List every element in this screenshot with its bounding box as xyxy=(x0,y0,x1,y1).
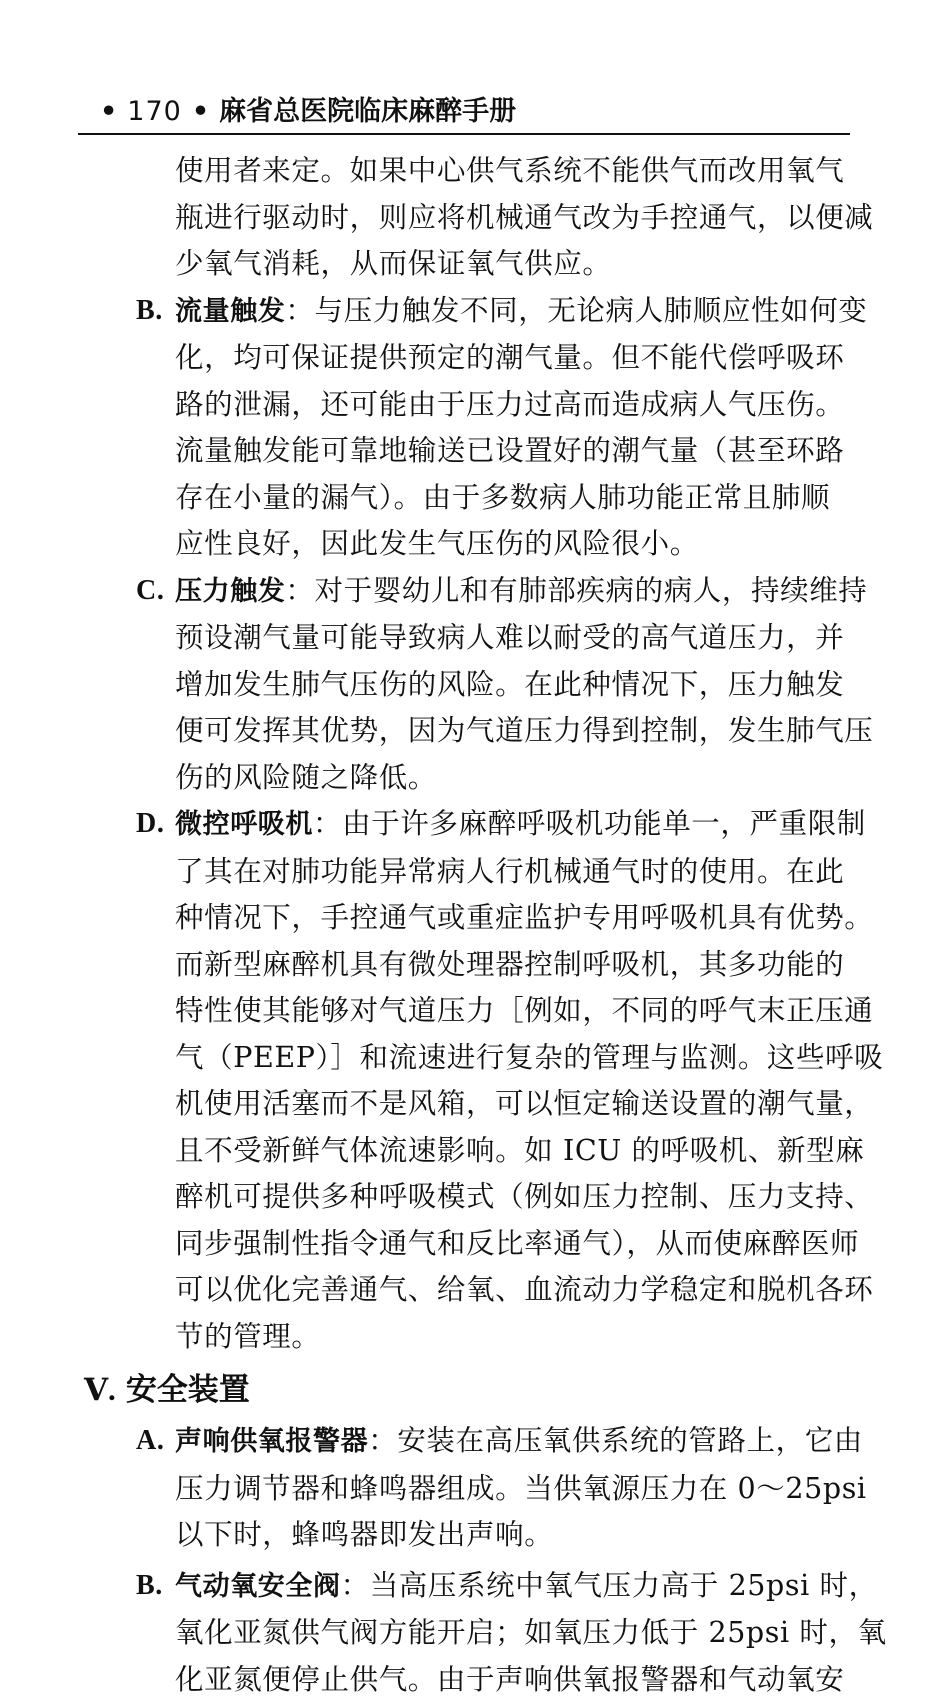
list-item-a-oxygen-alarm xyxy=(0,1418,950,1559)
text-line: 氧化亚氮供气阀方能开启；如氧压力低于 25psi 时，氧 xyxy=(175,1610,950,1657)
section-heading-safety-devices xyxy=(0,1362,950,1418)
running-header xyxy=(90,92,850,132)
body-text xyxy=(0,148,950,1703)
page-number: 170 xyxy=(127,96,182,127)
text-line: 以下时，蜂鸣器即发出声响。 xyxy=(175,1512,950,1559)
list-item-b-oxygen-safety-valve xyxy=(0,1563,950,1703)
text-line: 增加发生肺气压伤的风险。在此种情况下，压力触发 xyxy=(175,662,950,709)
text-line: 使用者来定。如果中心供气系统不能供气而改用氧气 xyxy=(175,148,950,195)
text-line: 便可发挥其优势，因为气道压力得到控制，发生肺气压 xyxy=(175,708,950,755)
section-number: Ⅴ. xyxy=(84,1372,116,1407)
text-line: 种情况下，手控通气或重症监护专用呼吸机具有优势。 xyxy=(175,895,950,942)
item-marker: B. xyxy=(136,1563,163,1610)
item-term: 声响供氧报警器 xyxy=(175,1426,368,1457)
list-item-d-micro-ventilator xyxy=(0,801,950,1360)
list-item-b-flow-trigger xyxy=(0,288,950,568)
text-line: 了其在对肺功能异常病人行机械通气时的使用。在此 xyxy=(175,849,950,896)
item-marker: C. xyxy=(136,568,164,615)
text-line: 存在小量的漏气）。由于多数病人肺功能正常且肺顺 xyxy=(175,475,950,522)
continuation-paragraph xyxy=(0,148,950,288)
text-line: 少氧气消耗，从而保证氧气供应。 xyxy=(175,241,950,288)
text-line: 可以优化完善通气、给氧、血流动力学稳定和脱机各环 xyxy=(175,1267,950,1314)
item-term: 气动氧安全阀 xyxy=(175,1571,341,1602)
section-title: 安全装置 xyxy=(126,1372,250,1408)
item-marker: A. xyxy=(136,1418,164,1465)
text-line: 机使用活塞而不是风箱，可以恒定输送设置的潮气量， xyxy=(175,1081,950,1128)
text-line: 路的泄漏，还可能由于压力过高而造成病人气压伤。 xyxy=(175,382,950,429)
text-line: 且不受新鲜气体流速影响。如 ICU 的呼吸机、新型麻 xyxy=(175,1128,950,1175)
item-marker: B. xyxy=(136,288,163,335)
item-term: 微控呼吸机 xyxy=(175,809,313,840)
header-bullet-right: • xyxy=(192,92,209,132)
item-term: 压力触发 xyxy=(175,576,285,607)
text-line: 化亚氮便停止供气。由于声响供氧报警器和气动氧安 xyxy=(175,1657,950,1703)
text-line: ：由于许多麻醉呼吸机功能单一，严重限制 xyxy=(313,807,866,840)
text-line: 流量触发能可靠地输送已设置好的潮气量（甚至环路 xyxy=(175,428,950,475)
text-line: 预设潮气量可能导致病人难以耐受的高气道压力，并 xyxy=(175,615,950,662)
text-line: 伤的风险随之降低。 xyxy=(175,755,950,802)
text-line: 气（PEEP）］和流速进行复杂的管理与监测。这些呼吸 xyxy=(175,1035,950,1082)
text-line: 瓶进行驱动时，则应将机械通气改为手控通气，以便减 xyxy=(175,195,950,242)
text-line: 同步强制性指令通气和反比率通气），从而使麻醉医师 xyxy=(175,1221,950,1268)
text-line: ：对于婴幼儿和有肺部疾病的病人，持续维持 xyxy=(285,574,867,607)
text-line: 节的管理。 xyxy=(175,1314,950,1361)
text-line: 压力调节器和蜂鸣器组成。当供氧源压力在 0～25psi xyxy=(175,1466,950,1513)
item-term: 流量触发 xyxy=(175,296,285,327)
book-title: 麻省总医院临床麻醉手册 xyxy=(219,96,516,127)
text-line: ：与压力触发不同，无论病人肺顺应性如何变 xyxy=(285,294,867,327)
item-marker: D. xyxy=(136,801,164,848)
text-line: 而新型麻醉机具有微处理器控制呼吸机，其多功能的 xyxy=(175,942,950,989)
text-line: 特性使其能够对气道压力［例如，不同的呼气末正压通 xyxy=(175,988,950,1035)
text-line: ：当高压系统中氧气压力高于 25psi 时， xyxy=(341,1569,878,1602)
text-line: ：安装在高压氧供系统的管路上，它由 xyxy=(368,1424,863,1457)
list-item-c-pressure-trigger xyxy=(0,568,950,802)
text-line: 应性良好，因此发生气压伤的风险很小。 xyxy=(175,521,950,568)
header-bullet-left: • xyxy=(100,92,117,132)
text-line: 化，均可保证提供预定的潮气量。但不能代偿呼吸环 xyxy=(175,335,950,382)
header-rule xyxy=(78,133,850,135)
text-line: 醉机可提供多种呼吸模式（例如压力控制、压力支持、 xyxy=(175,1174,950,1221)
